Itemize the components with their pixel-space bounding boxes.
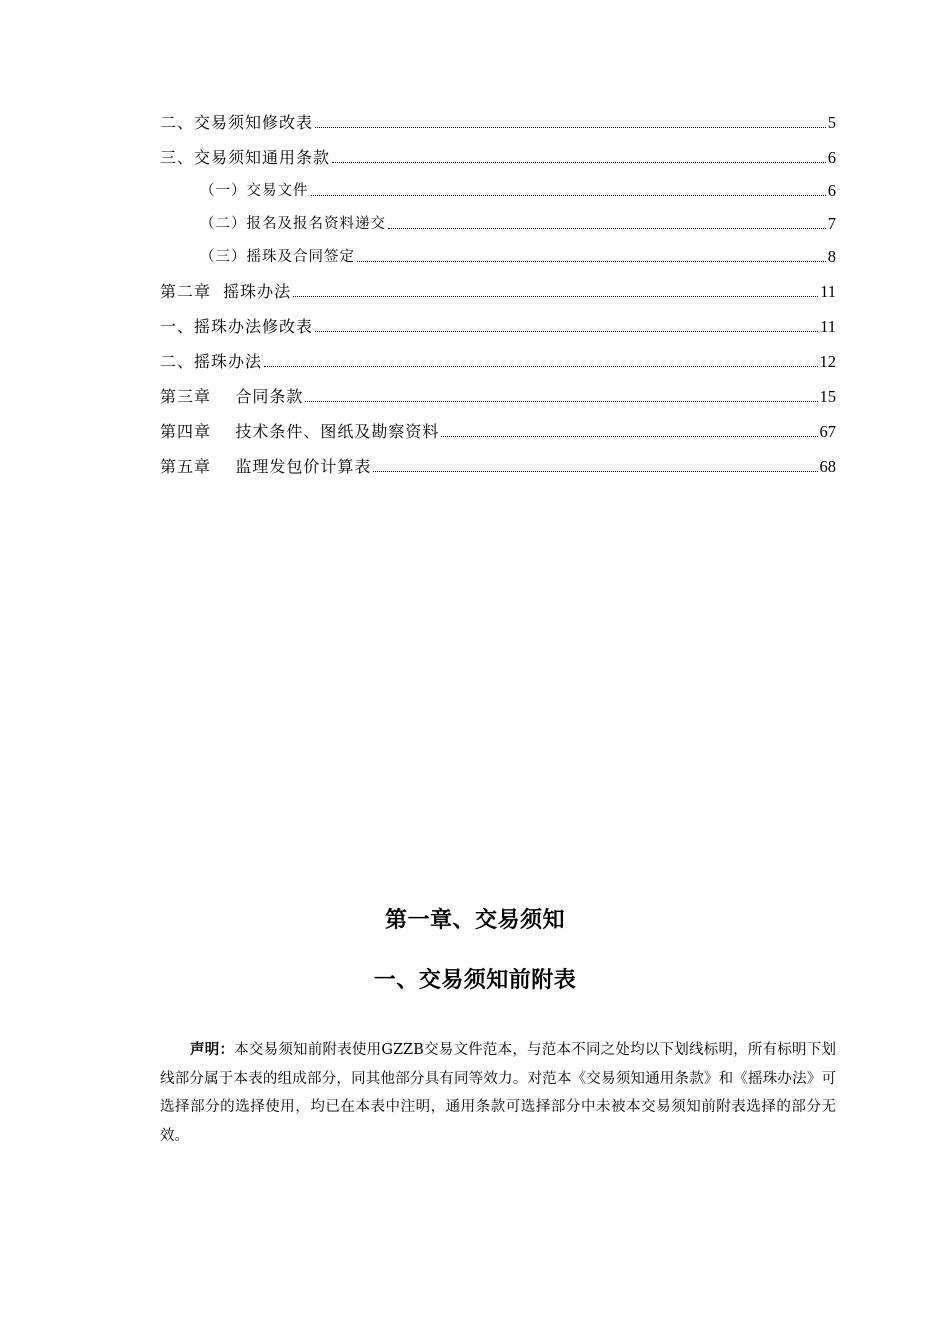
toc-entry-label: 二、摇珠办法 [160, 352, 263, 371]
toc-subentry[interactable] [160, 234, 836, 267]
toc-dot-leader [305, 400, 817, 402]
section-title: 一、交易须知前附表 [373, 967, 577, 993]
toc-entry[interactable] [160, 98, 836, 133]
toc-page-number: 7 [827, 214, 836, 233]
toc-entry-label: （一）交易文件 [200, 183, 309, 199]
toc-entry[interactable] [160, 442, 836, 477]
toc-dot-leader [264, 365, 817, 367]
statement-text: 本交易须知前附表使用GZZB交易文件范本，与范本不同之处均以下划线标明，所有标明下划线部分属于本表的组成部分，同其他部分具有同等效力。对范本《交易须知通用条款》和《摇珠办法》可选择部分的选择使用，均已在本表中注明，通用条款可选择部分中未被本交易须知前附表选择的部分无效。 [160, 1042, 836, 1144]
toc-dot-leader [388, 227, 826, 229]
toc-entry-label: 二、交易须知修改表 [160, 113, 314, 132]
toc-dot-leader [373, 470, 817, 472]
statement-paragraph [160, 1036, 836, 1150]
toc-entry-label: 第四章 技术条件、图纸及勘察资料 [160, 422, 440, 441]
toc-dot-leader [357, 260, 826, 262]
toc-page-number: 6 [827, 181, 836, 200]
toc-dot-leader [311, 194, 826, 196]
toc-entry-label: 一、摇珠办法修改表 [160, 317, 314, 336]
toc-page-number: 8 [827, 247, 836, 266]
toc-entry[interactable] [160, 267, 836, 302]
chapter-title: 第一章、交易须知 [384, 907, 565, 933]
toc-entry-label: （二）报名及报名资料递交 [200, 216, 386, 232]
toc-dot-leader [293, 295, 818, 297]
toc-dot-leader [315, 330, 818, 332]
toc-page-number: 12 [819, 352, 836, 371]
toc-page-number: 5 [827, 113, 836, 132]
toc-entry[interactable] [160, 407, 836, 442]
toc-page-number: 68 [819, 457, 836, 476]
toc-entry[interactable] [160, 133, 836, 168]
toc-page-number: 11 [820, 282, 836, 301]
toc-entry-label: 三、交易须知通用条款 [160, 148, 331, 167]
toc-page-number: 6 [827, 148, 836, 167]
toc-subentry[interactable] [160, 168, 836, 201]
toc-entry-label: 第三章 合同条款 [160, 387, 304, 406]
toc-dot-leader [315, 126, 826, 128]
toc-dot-leader [441, 435, 817, 437]
toc-subentry[interactable] [160, 201, 836, 234]
toc-entry-label: （三）摇珠及合同签定 [200, 249, 355, 265]
table-of-contents [160, 98, 836, 477]
toc-entry[interactable] [160, 372, 836, 407]
statement-label: 声明： [190, 1041, 235, 1058]
toc-entry-label: 第二章 摇珠办法 [160, 282, 292, 301]
toc-page-number: 15 [819, 387, 836, 406]
toc-entry-label: 第五章 监理发包价计算表 [160, 457, 372, 476]
toc-entry[interactable] [160, 302, 836, 337]
toc-page-number: 67 [819, 422, 836, 441]
toc-page-number: 11 [820, 317, 836, 336]
toc-dot-leader [332, 161, 826, 163]
toc-entry[interactable] [160, 337, 836, 372]
